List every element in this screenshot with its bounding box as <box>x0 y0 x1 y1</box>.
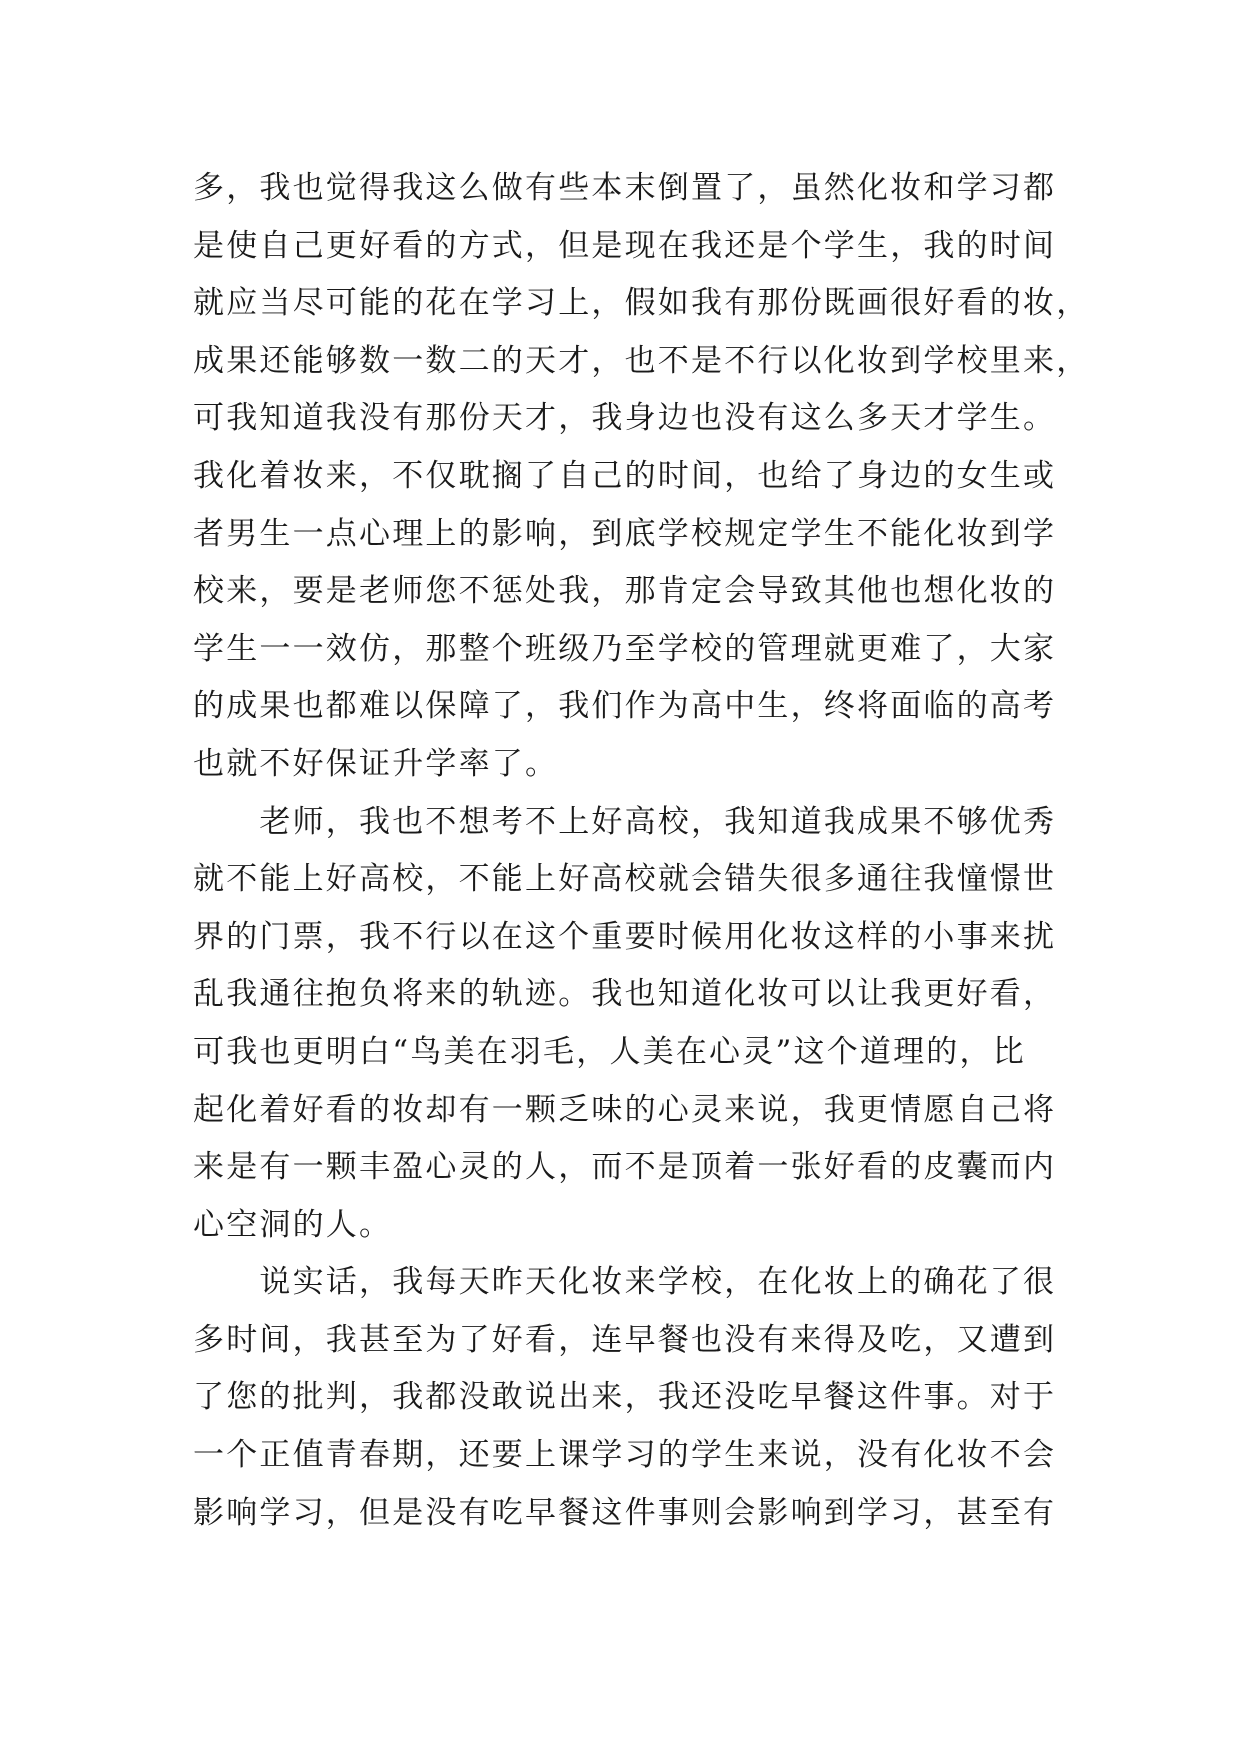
text-line: 是使自己更好看的方式，但是现在我还是个学生，我的时间 <box>193 227 1057 264</box>
text-line: 成果还能够数一数二的天才，也不是不行以化妆到学校里来， <box>193 342 1090 379</box>
text-line: 来是有一颗丰盈心灵的人，而不是顶着一张好看的皮囊而内 <box>193 1149 1057 1186</box>
text-line: 可我也更明白“鸟美在羽毛，人美在心灵”这个道理的，比 <box>193 1033 1026 1070</box>
text-line: 一个正值青春期，还要上课学习的学生来说，没有化妆不会 <box>193 1437 1057 1474</box>
paragraph <box>193 794 1073 1255</box>
text-line: 也就不好保证升学率了。 <box>193 745 559 782</box>
paragraph <box>193 1254 1073 1542</box>
text-line: 学生一一效仿，那整个班级乃至学校的管理就更难了，大家 <box>193 630 1057 667</box>
text-line: 老师，我也不想考不上好高校，我知道我成果不够优秀 <box>193 803 1057 840</box>
text-line: 我化着妆来，不仅耽搁了自己的时间，也给了身边的女生或 <box>193 457 1057 494</box>
text-line: 影响学习，但是没有吃早餐这件事则会影响到学习，甚至有 <box>193 1494 1057 1531</box>
text-line: 乱我通往抱负将来的轨迹。我也知道化妆可以让我更好看， <box>193 976 1057 1013</box>
text-line: 界的门票，我不行以在这个重要时候用化妆这样的小事来扰 <box>193 918 1057 955</box>
text-line: 的成果也都难以保障了，我们作为高中生，终将面临的高考 <box>193 688 1057 725</box>
text-line: 起化着好看的妆却有一颗乏味的心灵来说，我更情愿自己将 <box>193 1091 1057 1128</box>
text-line: 心空洞的人。 <box>193 1206 393 1243</box>
text-line: 校来，要是老师您不惩处我，那肯定会导致其他也想化妆的 <box>193 573 1057 610</box>
text-line: 多，我也觉得我这么做有些本末倒置了，虽然化妆和学习都 <box>193 170 1057 206</box>
document-body <box>193 160 1090 1542</box>
text-line: 就应当尽可能的花在学习上，假如我有那份既画很好看的妆， <box>193 285 1090 322</box>
text-line: 者男生一点心理上的影响，到底学校规定学生不能化妆到学 <box>193 515 1057 552</box>
text-line: 了您的批判，我都没敢说出来，我还没吃早餐这件事。对于 <box>193 1379 1057 1416</box>
text-line: 说实话，我每天昨天化妆来学校，在化妆上的确花了很 <box>193 1264 1057 1301</box>
paragraph <box>193 160 1090 794</box>
text-line: 多时间，我甚至为了好看，连早餐也没有来得及吃，又遭到 <box>193 1321 1057 1358</box>
text-line: 可我知道我没有那份天才，我身边也没有这么多天才学生。 <box>193 400 1057 437</box>
text-line: 就不能上好高校，不能上好高校就会错失很多通往我憧憬世 <box>193 861 1057 898</box>
